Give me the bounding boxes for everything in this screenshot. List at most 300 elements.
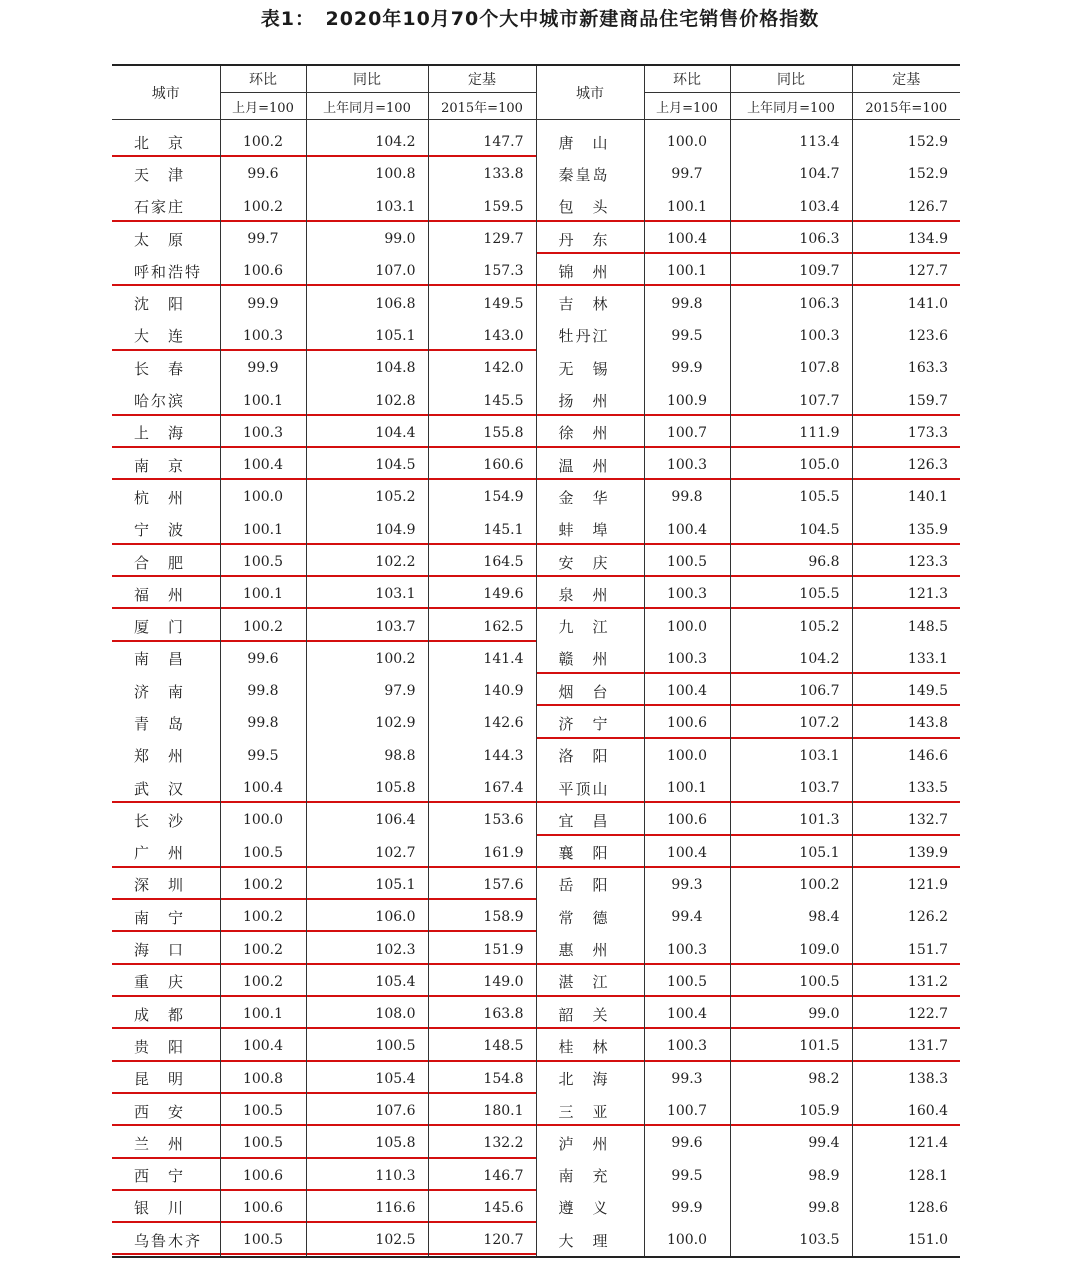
right-city-cell: 徐 州 [536,417,644,449]
left-hb-cell: 99.5 [220,740,306,772]
right-tb-cell: 109.0 [730,933,852,965]
right-hb-cell: 99.9 [644,1192,730,1224]
left-hb-cell: 100.1 [220,384,306,416]
table-row [112,837,960,869]
header-tb-right: 同比 [730,65,852,93]
right-city-cell: 丹 东 [536,223,644,255]
table-row [112,546,960,578]
left-tb-cell: 104.2 [306,120,428,159]
left-hb-cell: 100.2 [220,120,306,159]
left-tb-cell: 102.9 [306,707,428,739]
right-dj-cell: 151.0 [852,1224,960,1257]
right-tb-cell: 106.7 [730,675,852,707]
left-hb-cell: 100.4 [220,449,306,481]
table-row [112,675,960,707]
right-hb-cell: 99.8 [644,287,730,319]
right-tb-cell: 98.4 [730,901,852,933]
right-city-cell: 吉 林 [536,287,644,319]
left-dj-cell: 149.6 [428,578,536,610]
left-dj-cell: 167.4 [428,772,536,804]
table-row [112,287,960,319]
right-dj-cell: 139.9 [852,837,960,869]
left-city-cell: 武 汉 [112,772,220,804]
left-tb-cell: 106.0 [306,901,428,933]
left-tb-cell: 103.1 [306,578,428,610]
left-dj-cell: 162.5 [428,610,536,642]
left-tb-cell: 102.3 [306,933,428,965]
right-tb-cell: 98.2 [730,1063,852,1095]
left-hb-cell: 100.4 [220,772,306,804]
left-tb-cell: 107.0 [306,255,428,287]
left-dj-cell: 140.9 [428,675,536,707]
right-hb-cell: 100.4 [644,675,730,707]
right-tb-cell: 105.1 [730,837,852,869]
left-hb-cell: 99.9 [220,287,306,319]
left-hb-cell: 100.4 [220,1030,306,1062]
table-title: 表1： 2020年10月70个大中城市新建商品住宅销售价格指数 [260,8,820,30]
left-dj-cell: 129.7 [428,223,536,255]
table-row [112,643,960,675]
right-city-cell: 南 充 [536,1160,644,1192]
left-tb-cell: 108.0 [306,998,428,1030]
left-city-cell: 重 庆 [112,966,220,998]
left-tb-cell: 97.9 [306,675,428,707]
table-row [112,223,960,255]
table-row [112,514,960,546]
left-hb-cell: 100.6 [220,1192,306,1224]
left-hb-cell: 100.3 [220,417,306,449]
left-city-cell: 成 都 [112,998,220,1030]
left-tb-cell: 100.8 [306,158,428,190]
right-city-cell: 韶 关 [536,998,644,1030]
right-hb-cell: 100.7 [644,1095,730,1127]
left-city-cell: 杭 州 [112,481,220,513]
right-tb-cell: 105.9 [730,1095,852,1127]
right-city-cell: 金 华 [536,481,644,513]
left-dj-cell: 158.9 [428,901,536,933]
right-tb-cell: 107.7 [730,384,852,416]
left-hb-cell: 100.2 [220,610,306,642]
header-tb-sub-left: 上年同月=100 [306,93,428,120]
right-tb-cell: 103.1 [730,740,852,772]
header-dj-right: 定基 [852,65,960,93]
right-tb-cell: 105.0 [730,449,852,481]
right-dj-cell: 121.9 [907,876,948,893]
left-dj-cell: 164.5 [428,546,536,578]
right-dj-cell: 132.7 [852,804,960,836]
right-dj-cell: 131.2 [852,966,960,998]
left-hb-cell: 100.2 [220,191,306,223]
left-city-cell: 深 圳 [112,869,220,901]
left-hb-cell: 100.2 [220,933,306,965]
right-tb-cell: 100.2 [730,869,852,901]
table-row [112,1095,960,1127]
left-city-cell: 大 连 [112,320,220,352]
right-tb-cell: 113.4 [730,120,852,159]
right-hb-cell: 100.5 [644,966,730,998]
right-city-cell: 平顶山 [536,772,644,804]
left-hb-cell: 100.1 [220,514,306,546]
left-city-cell: 宁 波 [112,514,220,546]
left-dj-cell: 145.5 [428,384,536,416]
left-tb-cell: 100.2 [306,643,428,675]
left-tb-cell: 105.1 [306,869,428,901]
right-hb-cell: 100.4 [644,223,730,255]
right-hb-cell: 100.3 [644,449,730,481]
left-dj-cell: 180.1 [428,1095,536,1127]
left-dj-cell: 148.5 [428,1030,536,1062]
right-tb-cell: 103.7 [730,772,852,804]
right-city-cell: 北 海 [536,1063,644,1095]
header-dj-left: 定基 [428,65,536,93]
right-hb-cell: 100.0 [644,120,730,159]
left-hb-cell: 100.1 [220,998,306,1030]
right-tb-cell: 99.4 [730,1127,852,1159]
left-dj-cell: 142.6 [428,707,536,739]
left-tb-cell: 98.8 [306,740,428,772]
table-row [112,610,960,642]
right-city-cell: 桂 林 [536,1030,644,1062]
table-row [112,1224,960,1257]
table-row [112,772,960,804]
right-dj-cell: 152.9 [907,166,948,183]
left-city-cell: 南 京 [112,449,220,481]
right-dj-cell: 140.1 [907,489,948,506]
left-hb-cell: 100.5 [220,1127,306,1159]
left-tb-cell: 116.6 [306,1192,428,1224]
table-row [112,901,960,933]
left-dj-cell: 141.4 [428,643,536,675]
right-city-cell: 遵 义 [536,1192,644,1224]
right-tb-cell: 100.3 [730,320,852,352]
table-row [112,804,960,836]
right-dj-cell: 146.6 [907,747,948,764]
left-tb-cell: 106.4 [306,804,428,836]
left-dj-cell: 154.8 [428,1063,536,1095]
left-city-cell: 郑 州 [112,740,220,772]
left-tb-cell: 105.1 [306,320,428,352]
right-hb-cell: 100.5 [644,546,730,578]
left-tb-cell: 110.3 [306,1160,428,1192]
right-tb-cell: 104.5 [730,514,852,546]
right-city-cell: 包 头 [536,191,644,223]
left-hb-cell: 99.9 [220,352,306,384]
left-tb-cell: 103.1 [306,191,428,223]
right-tb-cell: 107.8 [730,352,852,384]
table-row [112,933,960,965]
header-hb-sub-left: 上月=100 [220,93,306,120]
left-tb-cell: 99.0 [306,223,428,255]
left-dj-cell: 120.7 [428,1224,536,1257]
left-hb-cell: 100.5 [220,1095,306,1127]
left-dj-cell: 151.9 [428,933,536,965]
header-tb-left: 同比 [306,65,428,93]
right-tb-cell: 105.5 [730,578,852,610]
header-hb-right: 环比 [644,65,730,93]
right-city-cell: 宜 昌 [536,804,644,836]
right-tb-cell: 104.7 [730,158,852,190]
left-hb-cell: 99.8 [220,675,306,707]
left-city-cell: 乌鲁木齐 [112,1224,220,1257]
left-city-cell: 广 州 [112,837,220,869]
table-row [112,1192,960,1224]
right-hb-cell: 100.3 [644,578,730,610]
right-city-cell: 秦皇岛 [536,158,644,190]
right-hb-cell: 100.7 [644,417,730,449]
table-row [112,578,960,610]
right-city-cell: 常 德 [536,901,644,933]
left-city-cell: 石家庄 [112,191,220,223]
left-dj-cell: 161.9 [428,837,536,869]
left-dj-cell: 132.2 [428,1127,536,1159]
left-city-cell: 南 宁 [112,901,220,933]
table-row [112,481,960,513]
left-dj-cell: 160.6 [428,449,536,481]
left-dj-cell: 142.0 [428,352,536,384]
left-dj-cell: 149.0 [428,966,536,998]
left-dj-cell: 154.9 [428,481,536,513]
right-tb-cell: 103.5 [730,1224,852,1257]
right-city-cell: 岳 阳 [536,869,644,901]
right-hb-cell: 99.4 [644,901,730,933]
header-tb-sub-right: 上年同月=100 [730,93,852,120]
table-row [112,966,960,998]
right-hb-cell: 100.6 [644,707,730,739]
left-dj-cell: 149.5 [428,287,536,319]
left-city-cell: 西 宁 [112,1160,220,1192]
right-dj-cell: 173.3 [852,417,960,449]
table-row [112,255,960,287]
header-city-left: 城市 [112,65,220,120]
left-dj-cell: 157.6 [428,869,536,901]
right-hb-cell: 100.3 [644,643,730,675]
table-row [112,740,960,772]
left-city-cell: 上 海 [112,417,220,449]
price-index-table [112,64,960,1258]
left-dj-cell: 133.8 [428,158,536,190]
right-dj-cell: 121.3 [852,578,960,610]
left-dj-cell: 155.8 [428,417,536,449]
right-city-cell: 唐 山 [536,120,644,159]
right-city-cell: 牡丹江 [536,320,644,352]
right-dj-cell: 121.4 [907,1135,948,1152]
left-tb-cell: 105.2 [306,481,428,513]
right-tb-cell: 99.8 [730,1192,852,1224]
right-dj-cell: 123.6 [907,327,948,344]
left-tb-cell: 105.8 [306,772,428,804]
left-city-cell: 长 沙 [112,804,220,836]
right-tb-cell: 98.9 [730,1160,852,1192]
right-dj-cell: 126.7 [852,191,960,223]
right-dj-cell: 152.9 [907,134,948,151]
right-tb-cell: 100.5 [730,966,852,998]
table-row [112,384,960,416]
left-city-cell: 海 口 [112,933,220,965]
left-dj-cell: 146.7 [428,1160,536,1192]
right-city-cell: 无 锡 [536,352,644,384]
right-dj-cell: 135.9 [852,514,960,546]
left-city-cell: 北 京 [112,120,220,159]
left-dj-cell: 159.5 [428,191,536,223]
left-hb-cell: 100.6 [220,255,306,287]
right-hb-cell: 99.5 [644,320,730,352]
right-city-cell: 赣 州 [536,643,644,675]
right-dj-cell: 159.7 [852,384,960,416]
left-city-cell: 兰 州 [112,1127,220,1159]
right-hb-cell: 100.3 [644,933,730,965]
left-dj-cell: 153.6 [428,804,536,836]
left-tb-cell: 102.2 [306,546,428,578]
right-dj-cell: 131.7 [852,1030,960,1062]
right-hb-cell: 100.4 [644,514,730,546]
left-city-cell: 昆 明 [112,1063,220,1095]
right-city-cell: 安 庆 [536,546,644,578]
left-tb-cell: 104.8 [306,352,428,384]
left-tb-cell: 105.4 [306,966,428,998]
right-city-cell: 九 江 [536,610,644,642]
header-hb-sub-right: 上月=100 [644,93,730,120]
right-hb-cell: 99.8 [644,481,730,513]
left-city-cell: 南 昌 [112,643,220,675]
left-tb-cell: 102.7 [306,837,428,869]
right-city-cell: 锦 州 [536,255,644,287]
right-hb-cell: 100.0 [644,1224,730,1257]
right-dj-cell: 149.5 [852,675,960,707]
left-hb-cell: 99.6 [220,158,306,190]
table-row [112,998,960,1030]
right-dj-cell: 123.3 [852,546,960,578]
left-tb-cell: 105.8 [306,1127,428,1159]
left-hb-cell: 100.5 [220,837,306,869]
right-hb-cell: 100.1 [644,191,730,223]
left-city-cell: 合 肥 [112,546,220,578]
left-hb-cell: 100.1 [220,578,306,610]
right-hb-cell: 99.3 [644,869,730,901]
right-dj-cell: 141.0 [907,295,948,312]
right-dj-cell: 151.7 [852,933,960,965]
left-city-cell: 贵 阳 [112,1030,220,1062]
left-hb-cell: 100.5 [220,1224,306,1257]
left-hb-cell: 100.0 [220,481,306,513]
header-hb-left: 环比 [220,65,306,93]
left-city-cell: 呼和浩特 [112,255,220,287]
right-dj-cell: 163.3 [907,360,948,377]
left-tb-cell: 105.4 [306,1063,428,1095]
left-city-cell: 哈尔滨 [112,384,220,416]
left-city-cell: 福 州 [112,578,220,610]
left-city-cell: 长 春 [112,352,220,384]
right-tb-cell: 106.3 [730,287,852,319]
left-tb-cell: 103.7 [306,610,428,642]
right-tb-cell: 103.4 [730,191,852,223]
right-dj-cell: 127.7 [852,255,960,287]
left-hb-cell: 100.3 [220,320,306,352]
left-hb-cell: 100.8 [220,1063,306,1095]
left-tb-cell: 104.5 [306,449,428,481]
right-city-cell: 大 理 [536,1224,644,1257]
right-hb-cell: 99.9 [644,352,730,384]
left-city-cell: 济 南 [112,675,220,707]
table-body [112,120,960,1258]
right-tb-cell: 105.2 [730,610,852,642]
left-city-cell: 沈 阳 [112,287,220,319]
right-tb-cell: 96.8 [730,546,852,578]
right-city-cell: 济 宁 [536,707,644,739]
right-city-cell: 湛 江 [536,966,644,998]
left-dj-cell: 143.0 [428,320,536,352]
left-hb-cell: 100.2 [220,966,306,998]
right-dj-cell: 160.4 [852,1095,960,1127]
right-tb-cell: 105.5 [730,481,852,513]
table-row [112,320,960,352]
table-row [112,449,960,481]
right-tb-cell: 106.3 [730,223,852,255]
right-tb-cell: 107.2 [730,707,852,739]
left-dj-cell: 144.3 [428,740,536,772]
right-city-cell: 洛 阳 [536,740,644,772]
table-row [112,1030,960,1062]
left-hb-cell: 100.2 [220,901,306,933]
left-tb-cell: 104.4 [306,417,428,449]
header-city-right: 城市 [536,65,644,120]
header-dj-sub-right: 2015年=100 [852,93,960,120]
right-hb-cell: 99.5 [644,1160,730,1192]
left-tb-cell: 102.8 [306,384,428,416]
left-city-cell: 太 原 [112,223,220,255]
left-hb-cell: 100.5 [220,546,306,578]
right-tb-cell: 111.9 [730,417,852,449]
right-city-cell: 惠 州 [536,933,644,965]
right-dj-cell: 138.3 [907,1070,948,1087]
right-dj-cell: 128.1 [907,1167,948,1184]
left-hb-cell: 99.6 [220,643,306,675]
right-hb-cell: 100.4 [644,837,730,869]
left-dj-cell: 147.7 [428,120,536,159]
left-city-cell: 厦 门 [112,610,220,642]
left-tb-cell: 107.6 [306,1095,428,1127]
right-dj-cell: 128.6 [907,1199,948,1216]
right-hb-cell: 100.3 [644,1030,730,1062]
left-tb-cell: 100.5 [306,1030,428,1062]
right-dj-cell: 133.5 [852,772,960,804]
left-city-cell: 西 安 [112,1095,220,1127]
right-city-cell: 襄 阳 [536,837,644,869]
left-dj-cell: 145.1 [428,514,536,546]
right-tb-cell: 99.0 [730,998,852,1030]
table-row [112,869,960,901]
right-dj-cell: 148.5 [907,618,948,635]
right-hb-cell: 100.1 [644,772,730,804]
right-dj-cell: 143.8 [852,707,960,739]
right-city-cell: 泉 州 [536,578,644,610]
right-hb-cell: 100.0 [644,740,730,772]
right-dj-cell: 134.9 [852,223,960,255]
left-city-cell: 银 川 [112,1192,220,1224]
right-dj-cell: 122.7 [852,998,960,1030]
right-city-cell: 三 亚 [536,1095,644,1127]
right-tb-cell: 109.7 [730,255,852,287]
left-dj-cell: 145.6 [428,1192,536,1224]
table-row [112,1063,960,1095]
left-hb-cell: 99.8 [220,707,306,739]
right-city-cell: 烟 台 [536,675,644,707]
left-tb-cell: 106.8 [306,287,428,319]
left-hb-cell: 99.7 [220,223,306,255]
table-row [112,1160,960,1192]
left-tb-cell: 102.5 [306,1224,428,1257]
right-city-cell: 蚌 埠 [536,514,644,546]
right-hb-cell: 99.6 [644,1127,730,1159]
